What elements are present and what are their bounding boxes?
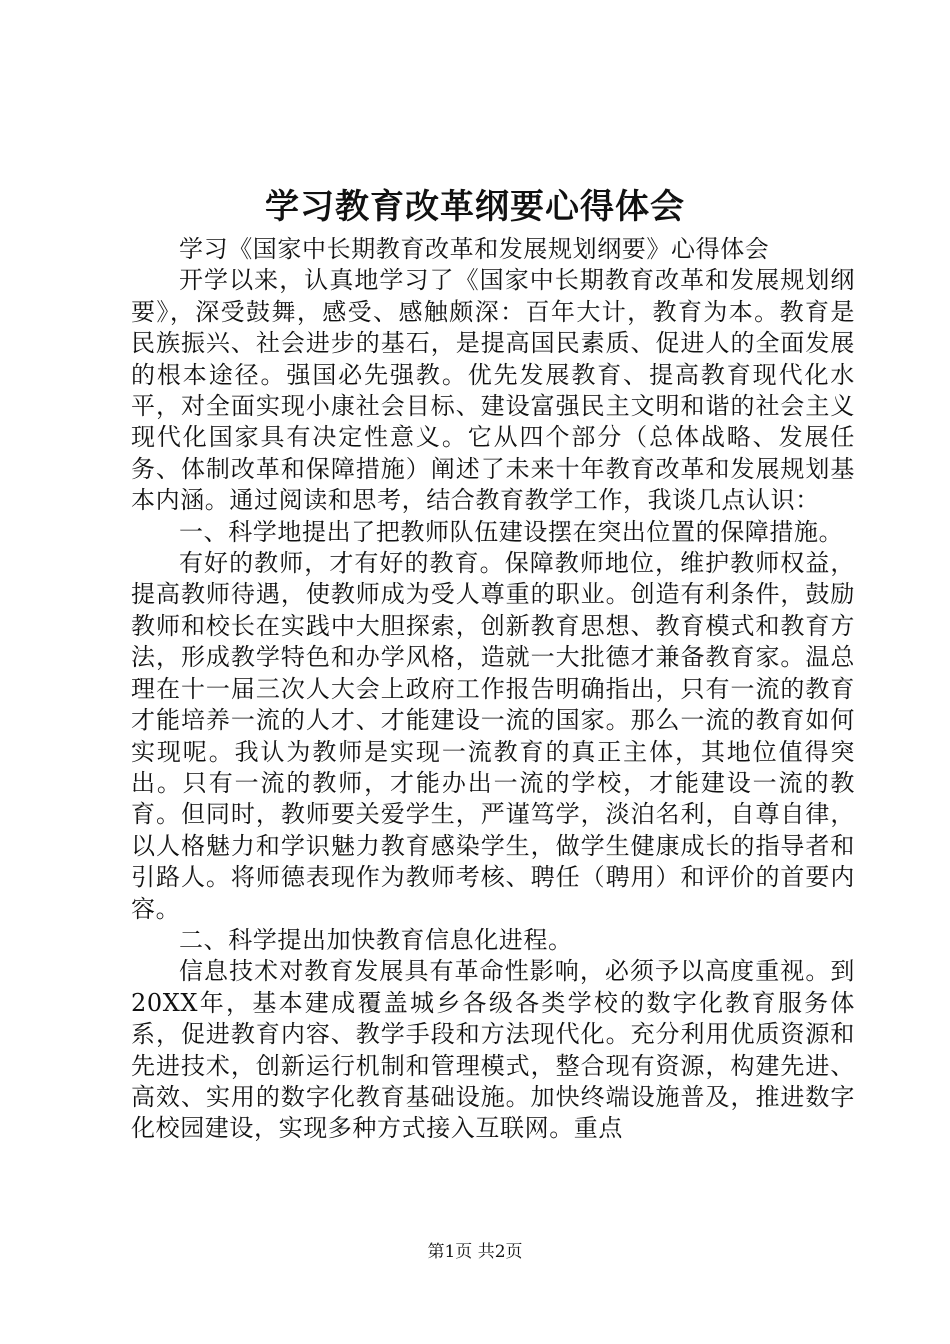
paragraph-subtitle: 学习《国家中长期教育改革和发展规划纲要》心得体会 <box>179 235 770 263</box>
document-title: 学习教育改革纲要心得体会 <box>265 187 685 227</box>
document-body <box>131 234 855 1145</box>
page-footer: 第1页 共2页 <box>427 1242 523 1262</box>
paragraph-informatization: 信息技术对教育发展具有革命性影响，必须予以高度重视。到20XX年，基本建成覆盖城乡各级各类学校的数字化教育服务体系，促进教育内容、教学手段和方法现代化。充分利用优质资源和先进技术，创新运行机制和管理模式，整合现有资源，构建先进、高效、实用的数字化教育基础设施。加快终端设施普及，推进数字化校园建设，实现多种方式接入互联网。重点 <box>131 957 855 1143</box>
paragraph-teachers: 有好的教师，才有好的教育。保障教师地位，维护教师权益，提高教师待遇，使教师成为受人尊重的职业。创造有利条件，鼓励教师和校长在实践中大胆探索，创新教育思想、教育模式和教育方法，形成教学特色和办学风格，造就一大批德才兼备教育家。温总理在十一届三次人大会上政府工作报告明确指出，只有一流的教育才能培养一流的人才、才能建设一流的国家。那么一流的教育如何实现呢。我认为教师是实现一流教育的真正主体，其地位值得突出。只有一流的教师，才能办出一流的学校，才能建设一流的教育。但同时，教师要关爱学生，严谨笃学，淡泊名利，自尊自律，以人格魅力和学识魅力教育感染学生，做学生健康成长的指导者和引路人。将师德表现作为教师考核、聘任（聘用）和评价的首要内容。 <box>131 549 855 923</box>
section-heading-2: 二、科学提出加快教育信息化进程。 <box>179 925 573 954</box>
section-heading-1: 一、科学地提出了把教师队伍建设摆在突出位置的保障措施。 <box>179 517 844 546</box>
paragraph-intro: 开学以来，认真地学习了《国家中长期教育改革和发展规划纲要》，深受鼓舞，感受、感触颇深：百年大计，教育为本。教育是民族振兴、社会进步的基石，是提高国民素质、促进人的全面发展的根本途径。强国必先强教。优先发展教育、提高教育现代化水平，对全面实现小康社会目标、建设富强民主文明和谐的社会主义现代化国家具有决定性意义。它从四个部分（总体战略、发展任务、体制改革和保障措施）阐述了未来十年教育改革和发展规划基本内涵。通过阅读和思考，结合教育教学工作，我谈几点认识： <box>131 266 855 515</box>
